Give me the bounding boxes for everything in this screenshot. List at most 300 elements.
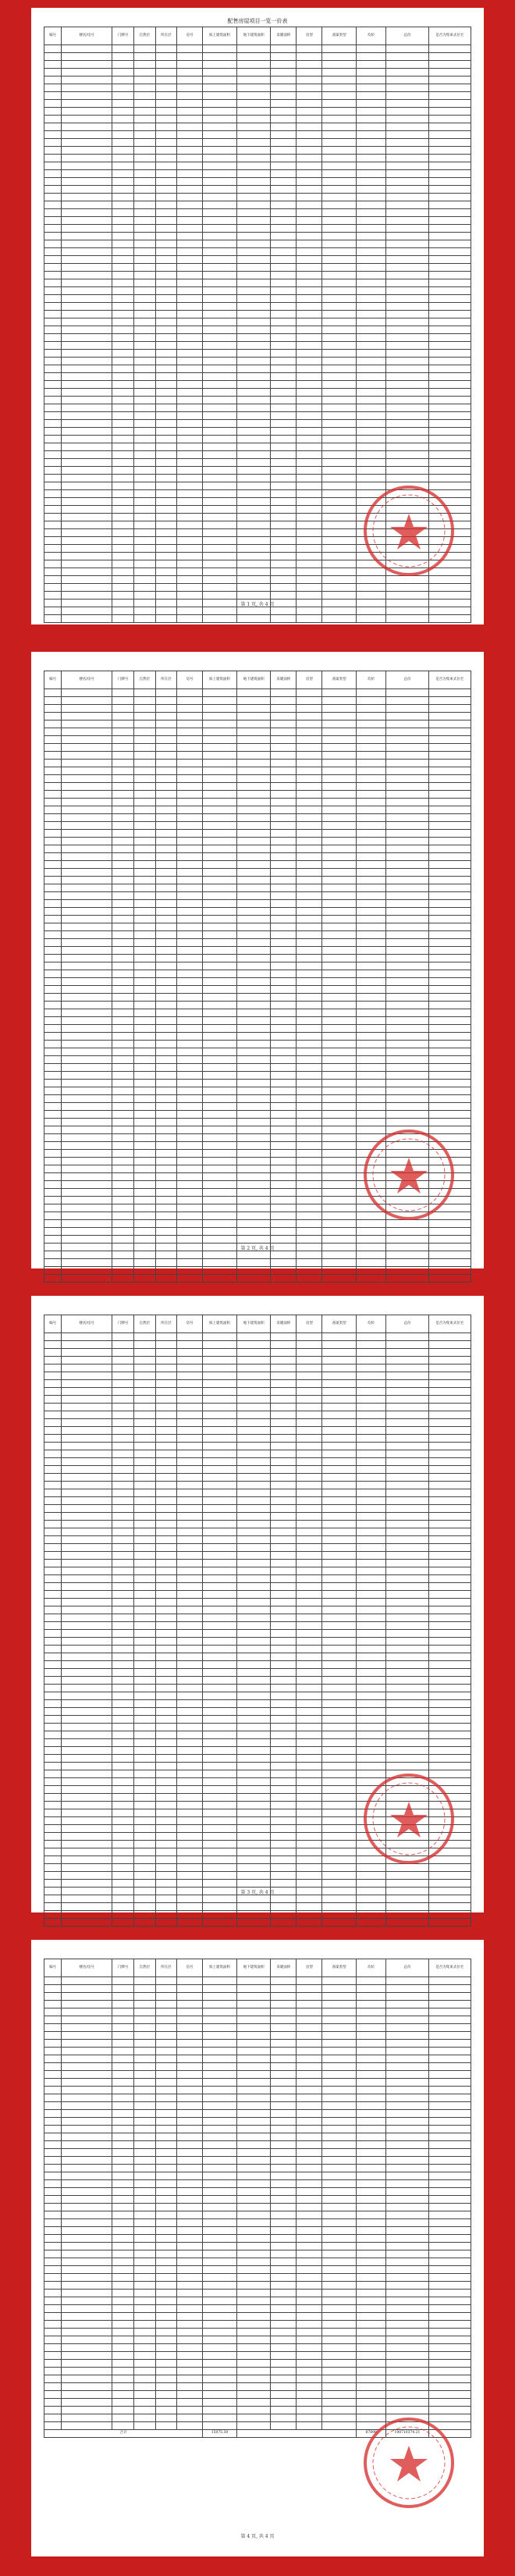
table-cell [386, 1458, 428, 1466]
table-cell [112, 1817, 134, 1825]
table-cell [62, 1630, 112, 1638]
table-cell [62, 822, 112, 830]
table-cell [271, 100, 297, 108]
table-cell [155, 720, 177, 728]
table-cell [44, 2118, 62, 2126]
table-cell [133, 1880, 155, 1888]
table-cell [357, 2133, 386, 2141]
table-cell [177, 1072, 203, 1080]
table-cell [428, 592, 471, 600]
table-cell [203, 1903, 237, 1911]
table-cell [428, 978, 471, 986]
table-cell [177, 178, 203, 186]
table-cell [155, 45, 177, 53]
table-cell [203, 217, 237, 225]
table-row [44, 1364, 471, 1372]
table-cell [297, 1544, 322, 1552]
table-cell [322, 2297, 357, 2305]
table-cell [236, 350, 271, 358]
table-cell [386, 1009, 428, 1017]
table-cell [322, 2329, 357, 2336]
table-cell [297, 1985, 322, 1993]
table-cell [112, 767, 134, 775]
table-row [44, 1497, 471, 1505]
column-header: 房型 [297, 27, 322, 45]
table-cell [155, 475, 177, 482]
table-cell [236, 2102, 271, 2110]
table-cell [203, 923, 237, 931]
table-cell [44, 381, 62, 389]
table-cell [271, 482, 297, 490]
table-cell [44, 342, 62, 350]
table-cell [322, 1794, 357, 1802]
table-cell [155, 1536, 177, 1544]
table-row [44, 978, 471, 986]
table-row [44, 884, 471, 892]
table-cell [271, 1825, 297, 1833]
table-cell [428, 443, 471, 451]
table-cell [177, 1653, 203, 1661]
table-cell [62, 2165, 112, 2172]
table-cell [203, 994, 237, 1002]
table-cell [386, 2243, 428, 2250]
table-cell [112, 123, 134, 131]
table-cell [44, 2266, 62, 2274]
table-cell [322, 1903, 357, 1911]
table-cell [177, 1911, 203, 1919]
table-cell [155, 217, 177, 225]
table-cell [112, 1716, 134, 1724]
table-cell [236, 209, 271, 217]
table-cell [322, 1212, 357, 1220]
table-cell [271, 1731, 297, 1739]
table-cell [155, 537, 177, 545]
table-cell [44, 2126, 62, 2133]
table-cell [155, 752, 177, 760]
table-cell [271, 1583, 297, 1591]
table-cell [155, 2250, 177, 2258]
table-cell [357, 1443, 386, 1450]
table-cell [236, 92, 271, 100]
table-cell [297, 2149, 322, 2157]
table-cell [133, 607, 155, 615]
table-cell [112, 720, 134, 728]
table-cell [177, 1165, 203, 1173]
table-cell [133, 186, 155, 194]
table-cell [177, 2204, 203, 2211]
table-cell [271, 1095, 297, 1103]
table-cell [236, 568, 271, 576]
table-cell [428, 1033, 471, 1041]
table-cell [133, 412, 155, 420]
table-cell [112, 1380, 134, 1388]
table-cell [322, 2274, 357, 2282]
table-cell [133, 1794, 155, 1802]
table-cell [155, 1435, 177, 1443]
table-cell [203, 1638, 237, 1646]
table-cell [112, 53, 134, 61]
table-cell [155, 2048, 177, 2055]
table-cell [44, 2258, 62, 2266]
table-cell [386, 2110, 428, 2118]
table-cell [236, 2321, 271, 2329]
table-cell [428, 1251, 471, 1259]
table-cell [112, 1700, 134, 1708]
table-cell [44, 1614, 62, 1622]
table-cell [357, 584, 386, 592]
table-cell [236, 2157, 271, 2165]
table-cell [271, 1856, 297, 1864]
table-cell [44, 389, 62, 397]
table-cell [271, 1669, 297, 1677]
table-cell [322, 311, 357, 318]
table-cell [357, 1919, 386, 1927]
table-cell [133, 1489, 155, 1497]
table-cell [322, 584, 357, 592]
table-cell [62, 2141, 112, 2149]
table-cell [44, 1993, 62, 2001]
table-cell [322, 861, 357, 869]
table-cell [386, 2149, 428, 2157]
table-cell [44, 736, 62, 744]
table-cell [271, 2196, 297, 2204]
table-cell [322, 1513, 357, 1521]
table-cell [177, 615, 203, 623]
table-cell [177, 1458, 203, 1466]
table-cell [62, 1708, 112, 1716]
table-cell [112, 1985, 134, 1993]
table-cell [357, 744, 386, 752]
table-cell [62, 365, 112, 373]
table-cell [297, 2001, 322, 2008]
table-cell [177, 744, 203, 752]
table-cell [177, 2391, 203, 2399]
table-cell [112, 2352, 134, 2360]
table-cell [428, 1513, 471, 1521]
table-cell [386, 2008, 428, 2016]
table-cell [428, 412, 471, 420]
table-cell [177, 962, 203, 970]
table-cell [112, 69, 134, 76]
table-cell [44, 1204, 62, 1212]
table-cell [62, 1700, 112, 1708]
table-cell [177, 2352, 203, 2360]
table-cell [271, 1552, 297, 1560]
table-row [44, 845, 471, 853]
table-cell [177, 1017, 203, 1025]
table-cell [203, 295, 237, 303]
table-cell [155, 1669, 177, 1677]
table-cell [112, 1173, 134, 1181]
table-cell [155, 194, 177, 201]
table-cell [112, 1778, 134, 1786]
table-cell [271, 689, 297, 697]
table-cell [428, 1333, 471, 1341]
table-cell [386, 358, 428, 365]
table-cell [44, 2336, 62, 2344]
table-cell [112, 1181, 134, 1189]
table-cell [155, 2040, 177, 2048]
table-cell [271, 1544, 297, 1552]
table-cell [297, 931, 322, 939]
table-cell [322, 225, 357, 233]
table-cell [155, 2360, 177, 2368]
table-cell [44, 2001, 62, 2008]
table-cell [155, 1427, 177, 1435]
table-cell [297, 209, 322, 217]
table-row [44, 155, 471, 162]
table-cell [386, 240, 428, 248]
table-cell [112, 256, 134, 264]
table-cell [297, 2391, 322, 2399]
column-header: 楼名/房号 [62, 1315, 112, 1333]
table-cell [44, 560, 62, 568]
table-cell [44, 615, 62, 623]
table-cell [428, 908, 471, 916]
table-cell [112, 2290, 134, 2297]
table-cell [386, 2352, 428, 2360]
table-cell [203, 1220, 237, 1228]
table-cell [177, 1567, 203, 1575]
table-cell [271, 1778, 297, 1786]
table-cell [155, 1606, 177, 1614]
table-cell [155, 272, 177, 279]
table-cell [297, 1275, 322, 1283]
table-cell [133, 116, 155, 123]
table-cell [357, 1411, 386, 1419]
table-cell [322, 869, 357, 877]
table-cell [155, 791, 177, 799]
table-cell [112, 584, 134, 592]
table-cell [155, 2196, 177, 2204]
table-cell [44, 2071, 62, 2079]
table-cell [44, 373, 62, 381]
table-cell [133, 1536, 155, 1544]
table-cell [112, 155, 134, 162]
table-cell [44, 1474, 62, 1482]
table-cell [112, 514, 134, 521]
table-cell [386, 1763, 428, 1770]
table-cell [62, 186, 112, 194]
table-cell [44, 1708, 62, 1716]
table-cell [386, 791, 428, 799]
table-cell [357, 342, 386, 350]
table-cell [177, 2063, 203, 2071]
table-cell [44, 939, 62, 947]
table-cell [236, 178, 271, 186]
table-cell [155, 248, 177, 256]
table-cell [133, 404, 155, 412]
page-footer: 第 4 页, 共 4 页 [240, 2534, 275, 2539]
table-cell [357, 162, 386, 170]
table-cell [297, 1165, 322, 1173]
table-cell [62, 752, 112, 760]
table-cell [357, 2235, 386, 2243]
table-cell [62, 2157, 112, 2165]
table-cell [271, 2274, 297, 2282]
table-cell [112, 916, 134, 923]
table-cell [322, 2118, 357, 2126]
table-cell [236, 373, 271, 381]
table-cell [297, 2313, 322, 2321]
table-cell [203, 443, 237, 451]
table-cell [236, 760, 271, 767]
table-cell [271, 2024, 297, 2032]
table-cell [44, 162, 62, 170]
table-cell [236, 592, 271, 600]
table-cell [386, 853, 428, 861]
table-cell [112, 814, 134, 822]
table-cell [133, 2235, 155, 2243]
table-cell [203, 822, 237, 830]
table-cell [322, 1357, 357, 1364]
table-cell [236, 1977, 271, 1985]
table-cell [297, 923, 322, 931]
table-cell [386, 877, 428, 884]
table-cell [271, 2180, 297, 2188]
table-cell [297, 607, 322, 615]
table-cell [271, 962, 297, 970]
table-cell [155, 1275, 177, 1283]
column-header: 所在层 [155, 671, 177, 689]
table-cell [177, 1474, 203, 1482]
table-cell [133, 1267, 155, 1275]
table-cell [271, 295, 297, 303]
table-cell [133, 303, 155, 311]
table-cell [322, 155, 357, 162]
table-cell [297, 783, 322, 791]
table-cell [44, 1427, 62, 1435]
table-cell [44, 1482, 62, 1489]
table-cell [112, 1450, 134, 1458]
table-cell [322, 1181, 357, 1189]
table-cell [155, 76, 177, 84]
table-cell [203, 1489, 237, 1497]
table-cell [322, 1778, 357, 1786]
table-cell [428, 69, 471, 76]
table-cell [386, 978, 428, 986]
table-cell [155, 326, 177, 334]
table-cell [133, 2149, 155, 2157]
table-cell [386, 1575, 428, 1583]
table-cell [386, 2157, 428, 2165]
table-cell [322, 2266, 357, 2274]
table-cell [386, 720, 428, 728]
table-cell [112, 1708, 134, 1716]
table-cell [203, 412, 237, 420]
table-cell [297, 822, 322, 830]
table-cell [297, 1560, 322, 1567]
table-cell [62, 1025, 112, 1033]
table-cell [177, 1212, 203, 1220]
table-cell [177, 1513, 203, 1521]
table-cell [133, 287, 155, 295]
table-cell [271, 1364, 297, 1372]
table-cell [271, 1833, 297, 1841]
table-cell [236, 2016, 271, 2024]
table-cell [297, 279, 322, 287]
table-cell [44, 931, 62, 939]
table-cell [428, 1669, 471, 1677]
table-cell [357, 2126, 386, 2133]
table-cell [236, 1228, 271, 1236]
table-cell [357, 1466, 386, 1474]
table-cell [112, 1911, 134, 1919]
table-cell [112, 334, 134, 342]
table-cell [271, 1173, 297, 1181]
table-cell [297, 2016, 322, 2024]
table-cell [133, 1747, 155, 1755]
table-row [44, 443, 471, 451]
table-cell [203, 1388, 237, 1396]
table-cell [271, 1880, 297, 1888]
table-cell [322, 2024, 357, 2032]
table-cell [155, 978, 177, 986]
table-cell [386, 1544, 428, 1552]
table-cell [271, 225, 297, 233]
table-cell [428, 720, 471, 728]
table-cell [155, 178, 177, 186]
table-row [44, 1033, 471, 1041]
table-cell [386, 736, 428, 744]
table-cell [44, 838, 62, 845]
table-cell [236, 1833, 271, 1841]
table-cell [236, 2024, 271, 2032]
table-row [44, 994, 471, 1002]
table-cell [386, 1450, 428, 1458]
table-cell [203, 2172, 237, 2180]
table-cell [112, 1599, 134, 1606]
table-cell [62, 1388, 112, 1396]
table-cell [133, 1080, 155, 1087]
table-cell [322, 358, 357, 365]
table-cell [155, 2133, 177, 2141]
table-cell [203, 2235, 237, 2243]
column-header: 楼名/房号 [62, 1959, 112, 1977]
table-cell [62, 2071, 112, 2079]
table-row [44, 428, 471, 436]
table-cell [428, 697, 471, 705]
table-cell [203, 1521, 237, 1528]
table-cell [297, 916, 322, 923]
table-cell [112, 490, 134, 498]
table-cell [203, 775, 237, 783]
table-cell [428, 381, 471, 389]
table-cell [322, 1763, 357, 1770]
table-row [44, 1357, 471, 1364]
table-cell [357, 869, 386, 877]
table-cell [386, 994, 428, 1002]
table-cell [297, 1189, 322, 1197]
table-cell [62, 775, 112, 783]
table-cell [236, 194, 271, 201]
table-cell [112, 1048, 134, 1056]
table-cell [357, 1993, 386, 2001]
table-cell [203, 962, 237, 970]
table-cell [271, 397, 297, 404]
table-cell [297, 1911, 322, 1919]
table-cell [357, 1427, 386, 1435]
table-row [44, 2399, 471, 2407]
table-cell [386, 2368, 428, 2375]
table-cell [133, 615, 155, 623]
table-cell [297, 697, 322, 705]
table-cell [155, 61, 177, 69]
table-cell [112, 279, 134, 287]
table-cell [357, 2211, 386, 2219]
table-cell [271, 264, 297, 272]
table-cell [44, 529, 62, 537]
